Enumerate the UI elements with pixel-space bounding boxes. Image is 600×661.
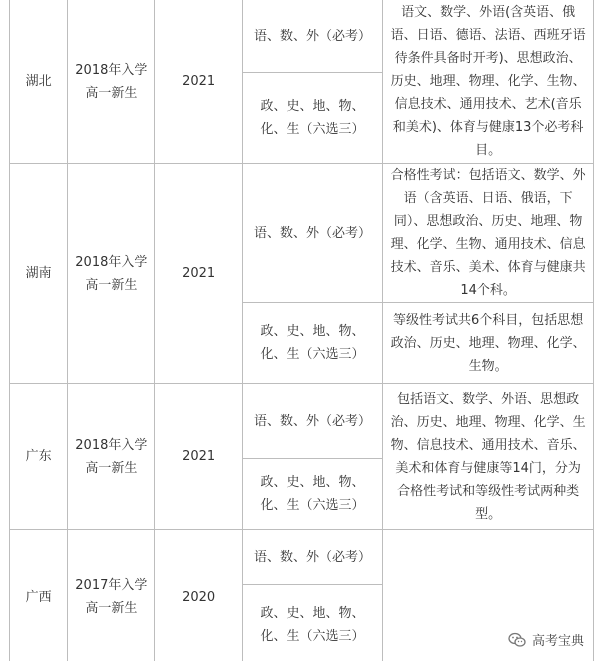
exam-year-cell: 2020 [155, 530, 242, 661]
notes-cell: 等级性考试共6个科目，包括思想政治、历史、地理、物理、化学、生物。 [383, 303, 594, 384]
elective-subjects-cell: 政、史、地、物、化、生（六选三） [242, 303, 382, 384]
province-cell: 湖南 [10, 164, 68, 384]
table-row-guangxi-a [10, 530, 594, 585]
cohort-line: 高一新生 [85, 601, 138, 616]
required-subjects-cell: 语、数、外（必考） [242, 164, 382, 303]
cohort-line: 高一新生 [85, 277, 138, 293]
elective-subjects-cell: 政、史、地、物、化、生（六选三） [242, 73, 382, 164]
table-row-guangdong-a [10, 384, 594, 459]
province-cell: 广西 [10, 530, 68, 661]
wechat-icon [508, 632, 526, 648]
cohort-cell [68, 164, 155, 384]
table-row-hunan-a [10, 164, 594, 303]
cohort-line: 2018年入学 [75, 254, 148, 270]
cohort-cell [68, 530, 155, 661]
exam-year-cell: 2021 [155, 164, 242, 384]
elective-subjects-cell: 政、史、地、物、化、生（六选三） [242, 585, 382, 661]
province-cell: 广东 [10, 384, 68, 530]
required-subjects-cell: 语、数、外（必考） [242, 530, 382, 585]
notes-cell: 包括语文、数学、外语、思想政治、历史、地理、物理、化学、生物、信息技术、通用技术、音乐、美术和体育与健康等14门，分为合格性考试和等级性考试两种类型。 [383, 384, 594, 530]
cohort-line: 高一新生 [85, 460, 138, 476]
province-cell: 湖北 [10, 0, 68, 164]
table-row-hubei-a [10, 0, 594, 73]
required-subjects-cell: 语、数、外（必考） [242, 0, 382, 73]
cohort-line: 高一新生 [85, 85, 138, 101]
notes-cell: 语文、数学、外语(含英语、俄语、日语、德语、法语、西班牙语待条件具备时开考)、思想政治、历史、地理、物理、化学、生物、信息技术、通用技术、艺术(音乐和美术)、体育与健康13个必考科目。 [383, 0, 594, 164]
required-subjects-cell: 语、数、外（必考） [242, 384, 382, 459]
cohort-line: 2018年入学 [75, 437, 148, 453]
exam-policy-table [9, 0, 594, 661]
exam-year-cell: 2021 [155, 0, 242, 164]
notes-cell: 合格性考试：包括语文、数学、外语（含英语、日语、俄语，下同）、思想政治、历史、地理、物理、化学、生物、通用技术、信息技术、音乐、美术、体育与健康共14个科。 [383, 164, 594, 303]
cohort-cell [68, 0, 155, 164]
cohort-line: 2018年入学 [75, 62, 148, 78]
cohort-cell [68, 384, 155, 530]
watermark [504, 628, 588, 651]
elective-subjects-cell: 政、史、地、物、化、生（六选三） [242, 459, 382, 530]
exam-year-cell: 2021 [155, 384, 242, 530]
watermark-text: 高考宝典 [531, 634, 584, 649]
cohort-line: 2017年入学 [75, 578, 148, 593]
